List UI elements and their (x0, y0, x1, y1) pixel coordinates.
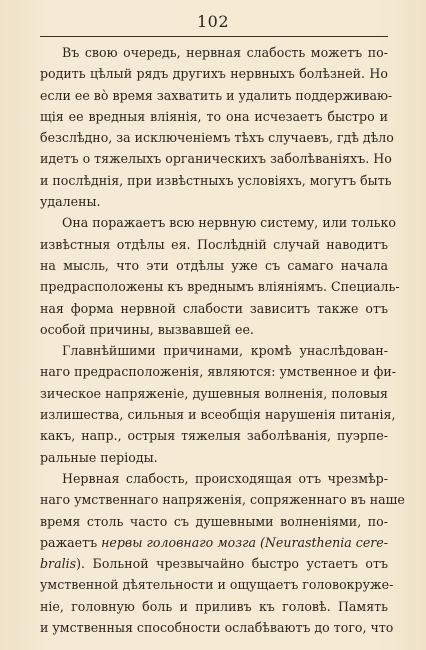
text-line (40, 85, 393, 106)
italic-text: нервы головнаго мозга (Neurasthenia cere- (101, 534, 388, 550)
text-line (40, 617, 394, 638)
text-line (40, 596, 388, 617)
text-line (40, 383, 388, 404)
text-run: ральные періоды. (40, 449, 158, 465)
text-run: Въ свою очередь, нервная слабость можетъ по- (62, 45, 388, 60)
text-run: ражаетъ (40, 534, 102, 550)
text-line (40, 276, 400, 297)
text-line (40, 340, 388, 361)
text-line (40, 106, 388, 127)
text-run: Она поражаетъ всю нервную систему, или только (62, 215, 396, 231)
text-run: если ее во̀ время захватить и удалить поддерживаю- (40, 87, 393, 103)
text-run: и умственныя способности ослабѣваютъ до того, что (40, 620, 394, 636)
text-line (40, 127, 394, 148)
text-line (40, 170, 392, 191)
text-run: ). Больной чрезвычайно быстро устаетъ отъ (76, 556, 388, 572)
text-run: Главнѣйшими причинами, кромѣ унаслѣдован- (62, 343, 388, 359)
text-line (40, 298, 388, 319)
text-line (40, 63, 388, 84)
text-run: на мысль, что эти отдѣлы уже съ самаго начала (40, 257, 388, 273)
text-line (40, 511, 388, 532)
text-line (40, 574, 394, 595)
text-run: ніе, головную боль и приливъ къ головѣ. Память (40, 598, 388, 614)
text-line (40, 489, 405, 510)
italic-text: bralis (40, 556, 77, 572)
text-line (40, 447, 388, 468)
text-run: наго умственнаго напряженія, сопряженнаго въ наше (40, 492, 405, 508)
text-line (40, 255, 388, 276)
text-run: удалены. (40, 194, 101, 210)
text-line (40, 234, 388, 255)
text-run: время столь часто съ душевными волненіями, по- (40, 513, 388, 529)
text-run: предрасположены къ вреднымъ вліяніямъ. Специаль- (40, 279, 400, 295)
text-line (40, 404, 396, 425)
text-run: особой причины, вызвавшей ее. (40, 321, 254, 337)
header-rule (40, 36, 388, 37)
text-run: Нервная слабость, происходящая отъ чрезмѣр- (62, 470, 388, 486)
text-line (40, 212, 396, 233)
body-text (40, 42, 405, 638)
text-line (40, 553, 388, 574)
text-run: излишества, сильныя и всеобщія нарушенія питанія, (40, 407, 396, 423)
text-run: извѣстныя отдѣлы ея. Послѣдній случай наводитъ (40, 236, 388, 252)
text-run: наго предрасположенія, являются: умственное и фи- (40, 364, 396, 380)
text-line (40, 468, 388, 489)
text-run: умственной дѣятельности и ощущаетъ головокруже- (40, 577, 394, 593)
text-run: безслѣдно, за исключеніемъ тѣхъ случаевъ, гдѣ дѣло (40, 130, 394, 146)
page-number: 102 (196, 12, 230, 31)
text-run: зическое напряженіе, душевныя волненія, половыя (40, 385, 388, 401)
text-line (40, 191, 388, 212)
text-run: какъ, напр., острыя тяжелыя заболѣванія, пуэрпе- (40, 428, 388, 444)
text-run: и послѣднія, при извѣстныхъ условіяхъ, могутъ быть (40, 172, 392, 188)
text-run: ная форма нервной слабости зависитъ также отъ (40, 300, 388, 316)
text-line (40, 319, 388, 340)
text-line (40, 42, 388, 63)
text-run: родить цѣлый рядъ другихъ нервныхъ болѣзней. Но (40, 66, 388, 82)
text-line (40, 425, 388, 446)
text-line (40, 148, 392, 169)
text-run: идетъ о тяжелыхъ органическихъ заболѣваніяхъ. Но (40, 151, 392, 167)
text-run: щія ее вредныя вліянія, то она исчезаетъ быстро и (40, 108, 388, 124)
text-line (40, 361, 396, 382)
text-line (40, 532, 388, 553)
